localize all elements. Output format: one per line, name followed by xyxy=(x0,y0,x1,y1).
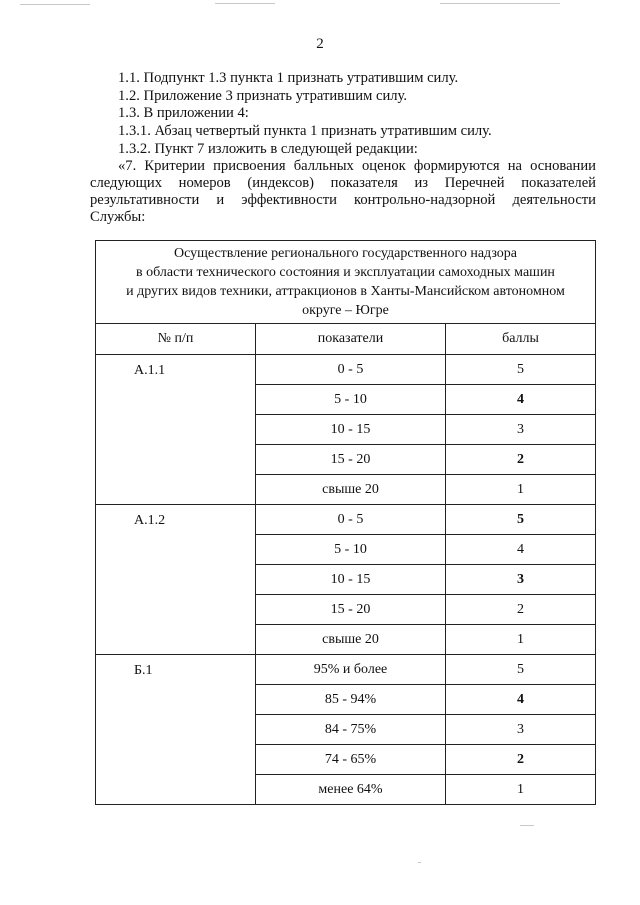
table-title-line: и других видов техники, аттракционов в Ханты-Мансийском автономном xyxy=(126,284,565,299)
indicator-code: Б.1 xyxy=(96,655,256,805)
table-header-row xyxy=(96,324,596,355)
paragraph-7: «7. Критерии присвоения балльных оценок формируются на основании следующих номеров (индексов) показателя из Перечней показателей результативности и эффективности контрольно-надзорной деятельности Службы: xyxy=(90,158,596,225)
score: 1 xyxy=(446,625,596,655)
score: 4 xyxy=(446,385,596,415)
table-row xyxy=(96,505,596,535)
indicator-range: свыше 20 xyxy=(256,625,446,655)
indicator-range: 0 - 5 xyxy=(256,355,446,385)
header-indicators: показатели xyxy=(256,324,446,355)
header-points: баллы xyxy=(446,324,596,355)
scan-artifact xyxy=(20,4,90,5)
scan-artifact xyxy=(520,825,534,826)
score: 3 xyxy=(446,565,596,595)
score: 3 xyxy=(446,415,596,445)
indicator-code: А.1.2 xyxy=(96,505,256,655)
score: 5 xyxy=(446,505,596,535)
indicator-range: 10 - 15 xyxy=(256,565,446,595)
score: 5 xyxy=(446,355,596,385)
scan-artifact xyxy=(418,862,421,863)
paragraph-1-3-2: 1.3.2. Пункт 7 изложить в следующей редакции: xyxy=(118,141,418,157)
score: 2 xyxy=(446,445,596,475)
indicator-range: свыше 20 xyxy=(256,475,446,505)
page-number: 2 xyxy=(316,36,324,52)
indicator-range: 74 - 65% xyxy=(256,745,446,775)
indicator-range: 85 - 94% xyxy=(256,685,446,715)
indicator-range: 0 - 5 xyxy=(256,505,446,535)
table-title-line: в области технического состояния и эксплуатации самоходных машин xyxy=(136,265,555,280)
table-row xyxy=(96,655,596,685)
score: 1 xyxy=(446,775,596,805)
table-title-row xyxy=(96,241,596,324)
paragraph-1-1: 1.1. Подпункт 1.3 пункта 1 признать утратившим силу. xyxy=(118,70,459,86)
score: 5 xyxy=(446,655,596,685)
table-row xyxy=(96,355,596,385)
indicator-range: 95% и более xyxy=(256,655,446,685)
indicator-range: менее 64% xyxy=(256,775,446,805)
indicator-range: 5 - 10 xyxy=(256,385,446,415)
paragraph-1-3-1: 1.3.1. Абзац четвертый пункта 1 признать утратившим силу. xyxy=(118,123,492,139)
indicator-range: 10 - 15 xyxy=(256,415,446,445)
score: 2 xyxy=(446,595,596,625)
indicator-range: 15 - 20 xyxy=(256,445,446,475)
criteria-table xyxy=(95,240,596,805)
indicator-range: 5 - 10 xyxy=(256,535,446,565)
indicator-range: 15 - 20 xyxy=(256,595,446,625)
table-title-line: Осуществление регионального государственного надзора xyxy=(173,246,517,261)
paragraph-1-3: 1.3. В приложении 4: xyxy=(118,105,249,121)
score: 1 xyxy=(446,475,596,505)
indicator-code: А.1.1 xyxy=(96,355,256,505)
score: 4 xyxy=(446,685,596,715)
paragraph-1-2: 1.2. Приложение 3 признать утратившим силу. xyxy=(118,88,408,104)
header-number: № п/п xyxy=(96,324,256,355)
indicator-range: 84 - 75% xyxy=(256,715,446,745)
table-title xyxy=(96,241,596,324)
score: 2 xyxy=(446,745,596,775)
score: 3 xyxy=(446,715,596,745)
scan-artifact xyxy=(215,3,275,4)
score: 4 xyxy=(446,535,596,565)
scan-artifact xyxy=(440,3,560,4)
table-title-line: округе – Югре xyxy=(302,303,389,318)
